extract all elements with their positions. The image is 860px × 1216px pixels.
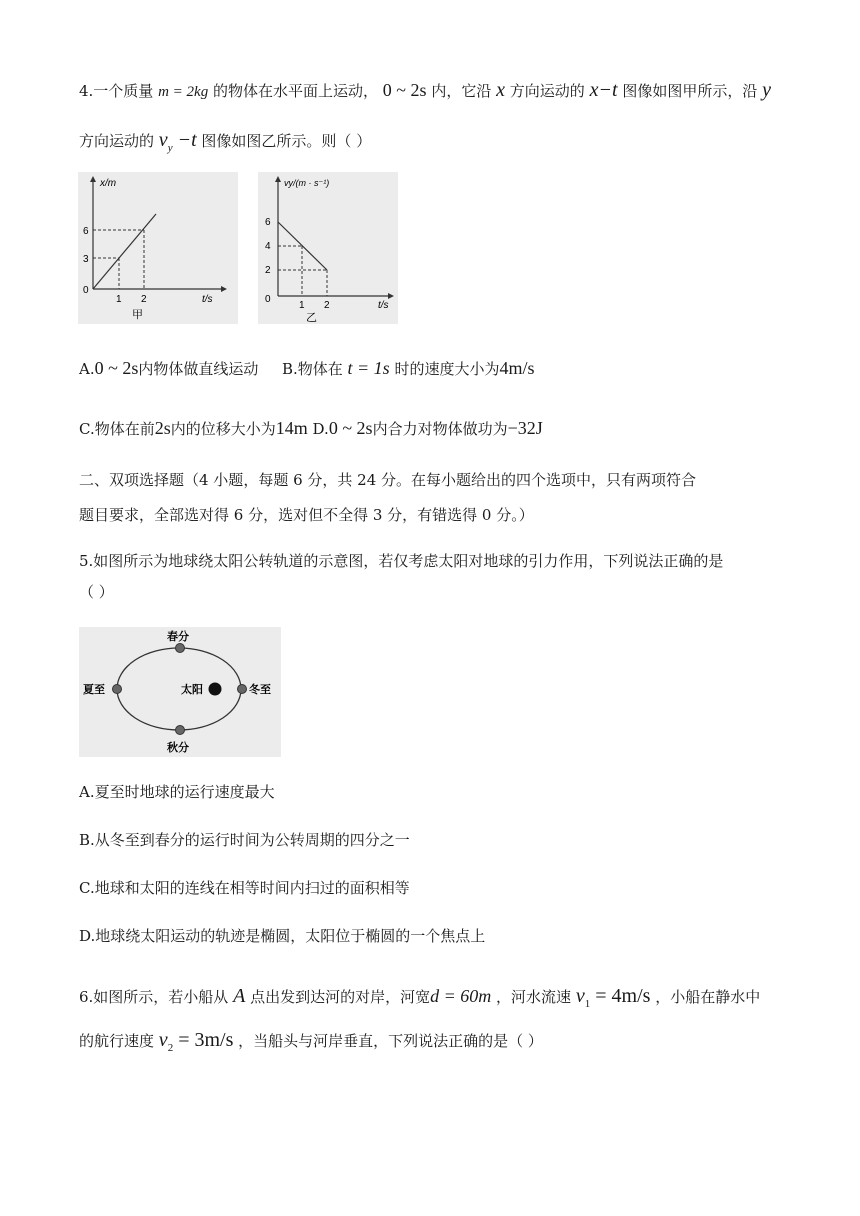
jia-xtick-2: 2	[141, 294, 147, 305]
option-d-label: D.	[312, 420, 329, 438]
summer-solstice-point	[113, 685, 122, 694]
option-b-value: 4m/s	[499, 358, 535, 378]
option-d-range: 0 ~ 2s	[328, 418, 373, 438]
q4-text: 方向运动的	[79, 132, 155, 150]
q4-vy: v	[158, 129, 168, 151]
q4-vy-t: −t	[172, 129, 197, 151]
option-a-label: A.	[79, 360, 95, 378]
option-a-range: 0 ~ 2s	[94, 358, 139, 378]
graph-yi	[258, 172, 398, 324]
yi-ytick-6: 6	[265, 217, 271, 228]
q6-v1: v	[575, 985, 585, 1007]
label-summer: 夏至	[83, 684, 105, 696]
jia-ytick-6: 6	[83, 226, 89, 237]
winter-solstice-point	[238, 685, 247, 694]
q4-line-1	[79, 80, 771, 102]
option-c-text: 内的位移大小为	[170, 420, 276, 438]
q6-stem-1	[79, 986, 760, 1014]
jia-origin: 0	[83, 285, 89, 296]
q6-v2: v	[158, 1029, 168, 1051]
q6-text: ，当船头与河岸垂直，下列说法正确的是（ ）	[238, 1032, 543, 1050]
autumn-equinox-point	[176, 726, 185, 735]
yi-ytick-2: 2	[265, 265, 271, 276]
yi-origin: 0	[265, 294, 271, 305]
q5-option-d: D.地球绕太阳运动的轨迹是椭圆，太阳位于椭圆的一个焦点上	[79, 927, 486, 945]
jia-ylabel: x/m	[100, 178, 117, 189]
orbit-diagram	[79, 627, 281, 757]
q6-v2-value: = 3m/s	[173, 1029, 234, 1051]
label-autumn: 秋分	[167, 742, 189, 754]
q4-text: 图像如图甲所示，沿	[622, 82, 758, 100]
option-c-time: 2s	[154, 418, 171, 438]
label-spring: 春分	[167, 631, 189, 643]
q6-width: d = 60m	[430, 986, 492, 1006]
q4-y: y	[762, 79, 771, 101]
option-c-label: C.物体在前	[79, 420, 155, 438]
section2-heading-2: 题目要求，全部选对得 6 分，选对但不全得 3 分，有错选得 0 分。）	[79, 506, 534, 524]
jia-xtick-1: 1	[116, 294, 122, 305]
option-d-text: 内合力对物体做功为	[372, 420, 508, 438]
q6-stem-2	[79, 1030, 543, 1058]
q6-v1-sub: 1	[584, 998, 591, 1010]
option-d-value: −32J	[507, 418, 543, 438]
jia-ytick-3: 3	[83, 254, 89, 265]
q5-option-c: C.地球和太阳的连线在相等时间内扫过的面积相等	[79, 879, 410, 897]
q4-mass: m = 2kg	[158, 84, 209, 100]
option-b-text: 时的速度大小为	[394, 360, 500, 378]
q4-text: 内，它沿	[431, 82, 492, 100]
yi-ytick-4: 4	[265, 241, 271, 252]
label-sun: 太阳	[181, 684, 203, 696]
q4-line-2	[79, 130, 371, 158]
option-b-time: t = 1s	[347, 358, 390, 378]
spring-equinox-point	[176, 644, 185, 653]
q6-v2-sub: 2	[167, 1042, 174, 1054]
q4-option-cd	[79, 418, 543, 439]
yi-ylabel: vy/(m · s⁻¹)	[284, 178, 330, 188]
jia-xlabel: t/s	[202, 294, 213, 305]
jia-caption: 甲	[132, 309, 143, 321]
q6-v1-value: = 4m/s	[590, 985, 651, 1007]
q5-stem-1: 5.如图所示为地球绕太阳公转轨道的示意图，若仅考虑太阳对地球的引力作用，下列说法正确的是	[79, 552, 724, 570]
yi-xtick-1: 1	[299, 300, 305, 311]
option-a-text: 内物体做直线运动	[138, 360, 259, 378]
q4-text: 的物体在水平面上运动，	[213, 82, 379, 100]
q6-text: 的航行速度	[79, 1032, 155, 1050]
q4-text: 4.一个质量	[79, 82, 154, 100]
q5-stem-2: （ ）	[79, 583, 114, 601]
q6-text: 6.如图所示，若小船从	[79, 988, 229, 1006]
q6-point-a: A	[233, 985, 246, 1007]
q4-option-ab	[79, 358, 534, 379]
sun-icon	[209, 683, 222, 696]
label-winter: 冬至	[249, 684, 271, 696]
yi-caption: 乙	[306, 312, 317, 324]
q4-x: x	[496, 79, 506, 101]
graph-jia	[78, 172, 238, 324]
q5-option-b: B.从冬至到春分的运行时间为公转周期的四分之一	[79, 831, 410, 849]
q4-vy-sub: y	[167, 142, 173, 154]
option-c-value: 14m	[275, 418, 308, 438]
q6-text: ，小船在静水中	[655, 988, 761, 1006]
yi-xtick-2: 2	[324, 300, 330, 311]
q6-text: 点出发到达河的对岸，河宽	[250, 988, 431, 1006]
q5-option-a: A.夏至时地球的运行速度最大	[79, 783, 275, 801]
q4-text: 方向运动的	[509, 82, 585, 100]
section2-heading-1: 二、双项选择题（4 小题，每题 6 分，共 24 分。在每小题给出的四个选项中，只有两项符合	[79, 471, 697, 489]
yi-xlabel: t/s	[378, 300, 389, 311]
q4-text: 图像如图乙所示。则（ ）	[201, 132, 372, 150]
q4-xt: x−t	[589, 79, 618, 101]
q4-range: 0 ~ 2s	[382, 80, 427, 100]
option-b-label: B.物体在	[281, 360, 343, 378]
q6-text: ，河水流速	[496, 988, 572, 1006]
